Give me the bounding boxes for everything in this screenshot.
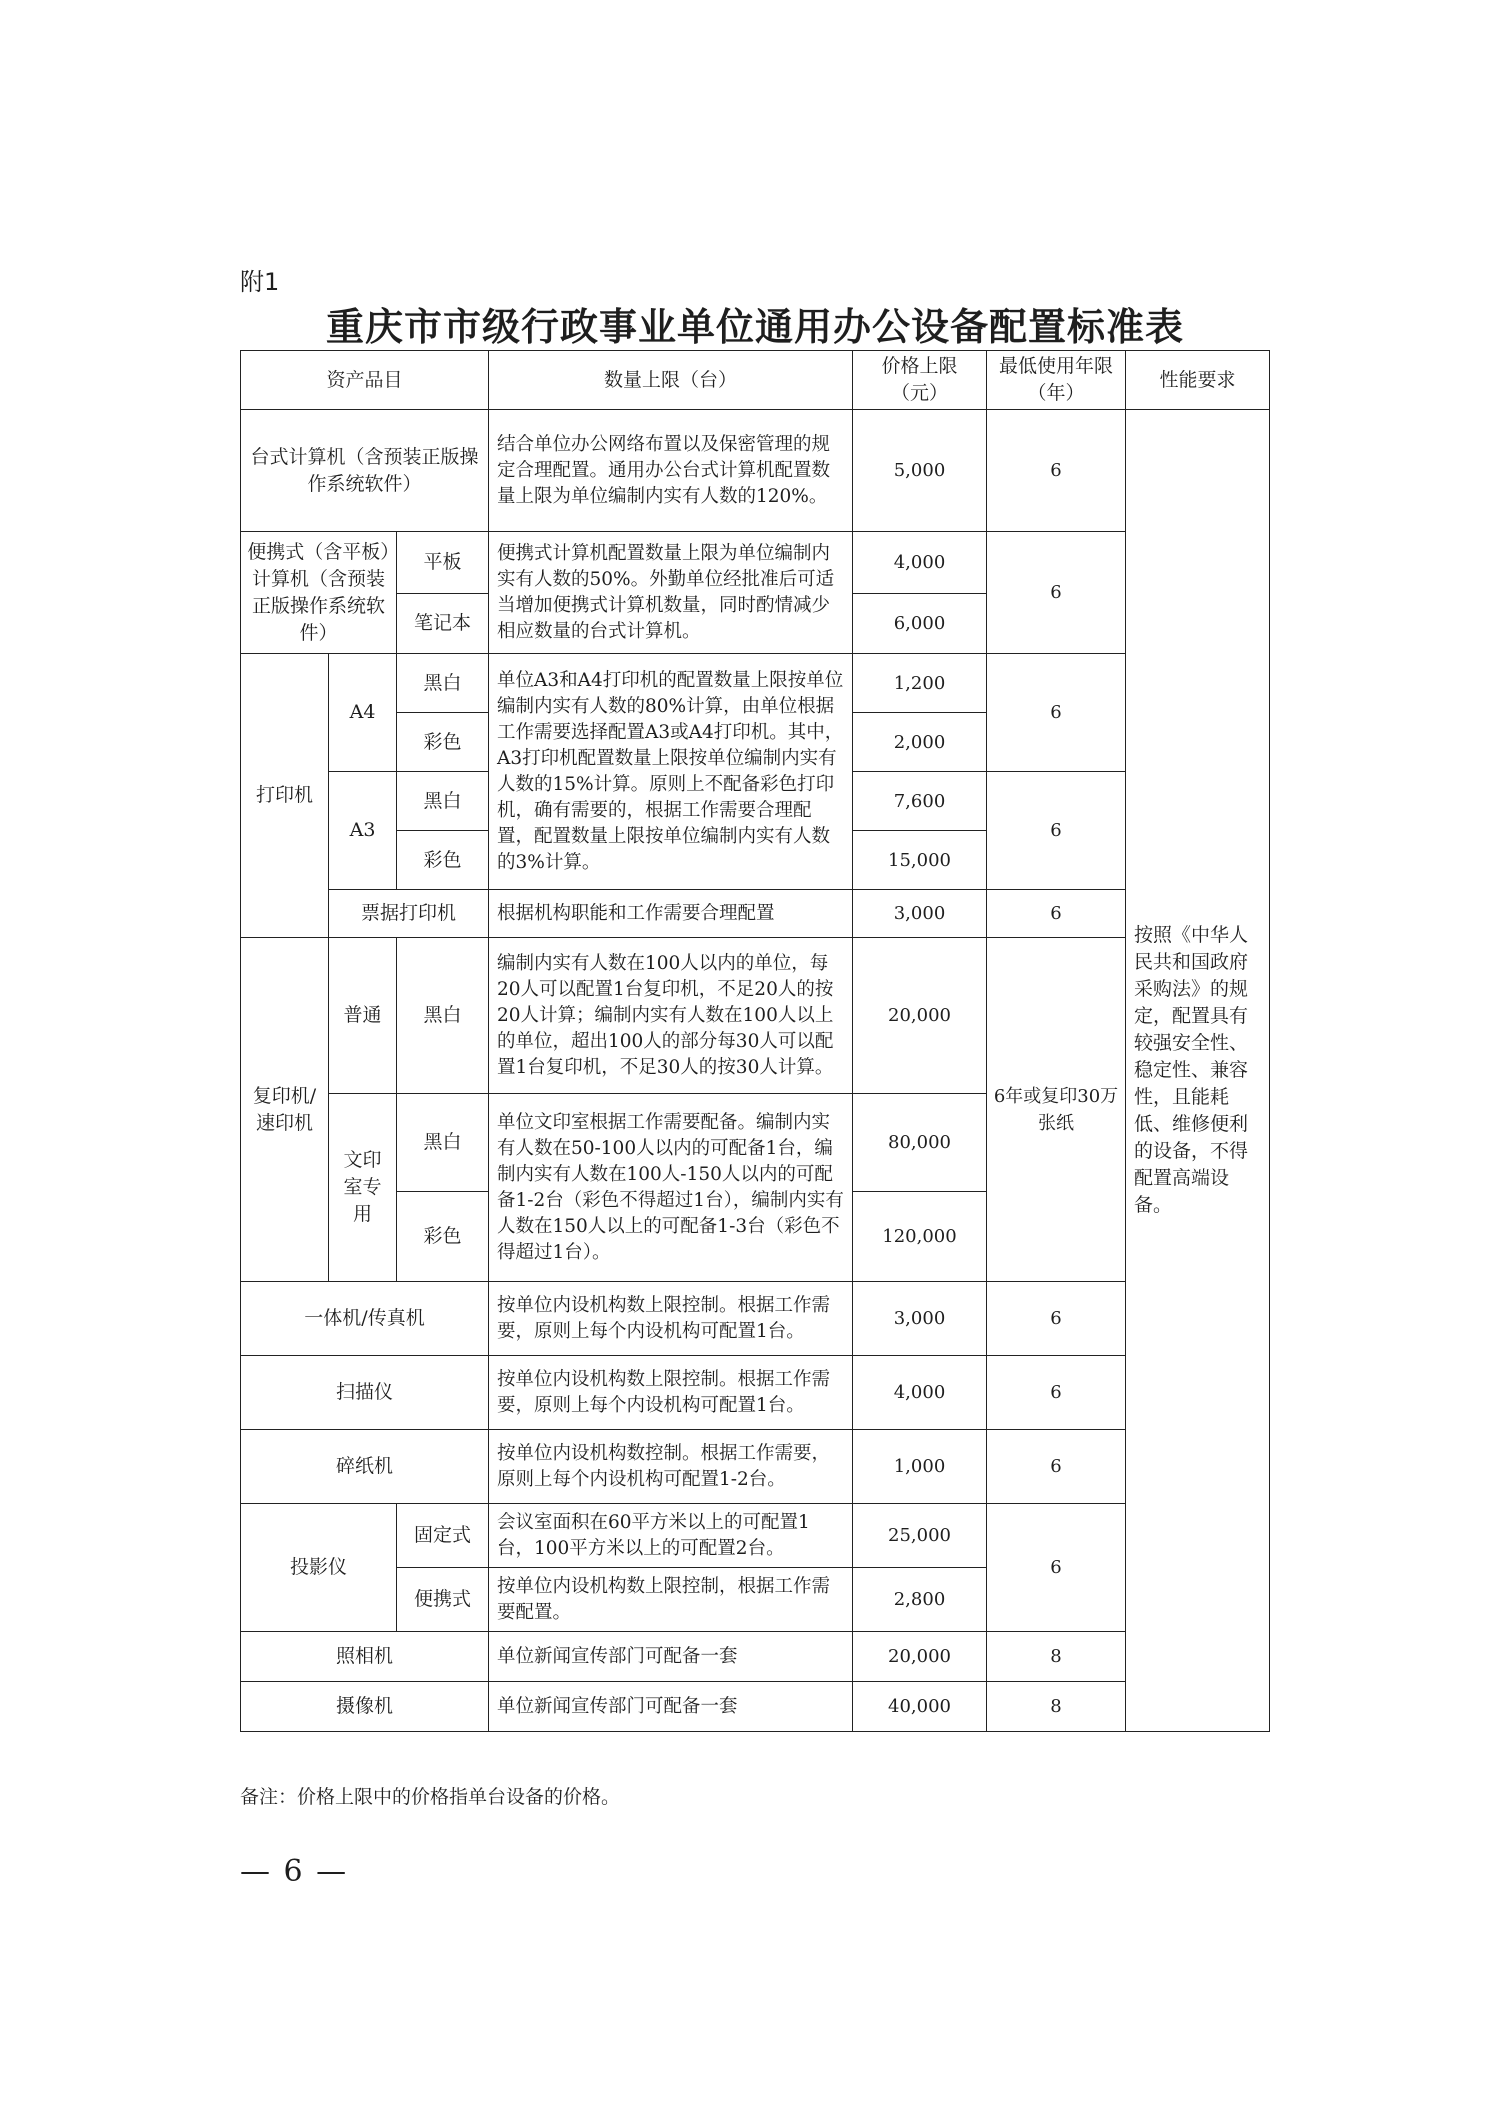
page-number: — 6 — [240,1854,349,1889]
item-scanner: 扫描仪 [241,1356,489,1430]
sub-copier-office: 文印室专用 [329,1094,397,1282]
price-tablet: 4,000 [853,532,987,594]
item-shredder: 碎纸机 [241,1430,489,1504]
item-camera: 照相机 [241,1632,489,1682]
price-shredder: 1,000 [853,1430,987,1504]
desc-desktop: 结合单位办公网络布置以及保密管理的规定合理配置。通用办公台式计算机配置数量上限为单位编制内实有人数的120%。 [489,410,853,532]
years-copier: 6年或复印30万张纸 [987,938,1126,1282]
sub-laptop: 笔记本 [397,594,489,654]
price-camera: 20,000 [853,1632,987,1682]
price-copier-normal: 20,000 [853,938,987,1094]
table-row [241,938,1270,1094]
sub-projector-fixed: 固定式 [397,1504,489,1568]
years-receipt-printer: 6 [987,890,1126,938]
years-portable: 6 [987,532,1126,654]
header-price: 价格上限 （元） [853,351,987,410]
table-row [241,654,1270,713]
table-row [241,532,1270,594]
table-row [241,1504,1270,1568]
item-projector: 投影仪 [241,1504,397,1632]
years-a3: 6 [987,772,1126,890]
equipment-standard-table [240,350,1270,1732]
sub-a3: A3 [329,772,397,890]
desc-scanner: 按单位内设机构数上限控制。根据工作需要，原则上每个内设机构可配置1台。 [489,1356,853,1430]
price-a4-bw: 1,200 [853,654,987,713]
sub-a4-color: 彩色 [397,713,489,772]
price-copier-office-bw: 80,000 [853,1094,987,1192]
sub-copier-office-color: 彩色 [397,1192,489,1282]
price-projector-fixed: 25,000 [853,1504,987,1568]
sub-a4-bw: 黑白 [397,654,489,713]
price-a3-bw: 7,600 [853,772,987,831]
price-projector-portable: 2,800 [853,1568,987,1632]
header-years: 最低使用年限 （年） [987,351,1126,410]
table-row [241,1632,1270,1682]
desc-copier-office: 单位文印室根据工作需要配备。编制内实有人数在50-100人以内的可配备1台，编制内实有人数在100人-150人以内的可配备1-2台（彩色不得超过1台），编制内实有人数在150人以上的可配备1-3台（彩色不得超过1台）。 [489,1094,853,1282]
table-row [241,1282,1270,1356]
price-video-camera: 40,000 [853,1682,987,1732]
desc-projector-portable: 按单位内设机构数上限控制，根据工作需要配置。 [489,1568,853,1632]
sub-tablet: 平板 [397,532,489,594]
years-video-camera: 8 [987,1682,1126,1732]
performance-requirement: 按照《中华人民共和国政府采购法》的规定，配置具有较强安全性、稳定性、兼容性，且能耗低、维修便利的设备，不得配置高端设备。 [1126,410,1270,1732]
item-video-camera: 摄像机 [241,1682,489,1732]
price-fax: 3,000 [853,1282,987,1356]
price-copier-office-color: 120,000 [853,1192,987,1282]
years-fax: 6 [987,1282,1126,1356]
sub-a4: A4 [329,654,397,772]
table-row [241,890,1270,938]
price-a3-color: 15,000 [853,831,987,890]
desc-copier-normal: 编制内实有人数在100人以内的单位，每20人可以配置1台复印机，不足20人的按20人计算；编制内实有人数在100人以上的单位，超出100人的部分每30人可以配置1台复印机，不足30人的按30人计算。 [489,938,853,1094]
desc-printer: 单位A3和A4打印机的配置数量上限按单位编制内实有人数的80%计算，由单位根据工作需要选择配置A3或A4打印机。其中，A3打印机配置数量上限按单位编制内实有人数的15%计算。原则上不配备彩色打印机，确有需要的，根据工作需要合理配置，配置数量上限按单位编制内实有人数的3%计算。 [489,654,853,890]
price-receipt-printer: 3,000 [853,890,987,938]
years-scanner: 6 [987,1356,1126,1430]
item-portable: 便携式（含平板）计算机（含预装正版操作系统软件） [241,532,397,654]
header-performance: 性能要求 [1126,351,1270,410]
sub-projector-portable: 便携式 [397,1568,489,1632]
sub-a3-color: 彩色 [397,831,489,890]
table-header-row [241,351,1270,410]
desc-video-camera: 单位新闻宣传部门可配备一套 [489,1682,853,1732]
desc-camera: 单位新闻宣传部门可配备一套 [489,1632,853,1682]
years-projector: 6 [987,1504,1126,1632]
years-shredder: 6 [987,1430,1126,1504]
page-title: 重庆市市级行政事业单位通用办公设备配置标准表 [325,304,1184,349]
years-desktop: 6 [987,410,1126,532]
attachment-label: 附1 [240,268,280,296]
sub-copier-normal: 普通 [329,938,397,1094]
desc-portable: 便携式计算机配置数量上限为单位编制内实有人数的50%。外勤单位经批准后可适当增加便携式计算机数量，同时酌情减少相应数量的台式计算机。 [489,532,853,654]
item-printer: 打印机 [241,654,329,938]
item-receipt-printer: 票据打印机 [329,890,489,938]
sub-copier-office-bw: 黑白 [397,1094,489,1192]
table-row [241,410,1270,532]
table-row [241,1682,1270,1732]
item-desktop: 台式计算机（含预装正版操作系统软件） [241,410,489,532]
table-row [241,1356,1270,1430]
price-scanner: 4,000 [853,1356,987,1430]
desc-projector-fixed: 会议室面积在60平方米以上的可配置1台，100平方米以上的可配置2台。 [489,1504,853,1568]
header-quantity: 数量上限（台） [489,351,853,410]
sub-copier-normal-bw: 黑白 [397,938,489,1094]
desc-fax: 按单位内设机构数上限控制。根据工作需要，原则上每个内设机构可配置1台。 [489,1282,853,1356]
price-laptop: 6,000 [853,594,987,654]
table-row [241,1430,1270,1504]
item-fax: 一体机/传真机 [241,1282,489,1356]
price-desktop: 5,000 [853,410,987,532]
years-camera: 8 [987,1632,1126,1682]
years-a4: 6 [987,654,1126,772]
header-item: 资产品目 [241,351,489,410]
price-a4-color: 2,000 [853,713,987,772]
desc-receipt-printer: 根据机构职能和工作需要合理配置 [489,890,853,938]
sub-a3-bw: 黑白 [397,772,489,831]
table-note: 备注：价格上限中的价格指单台设备的价格。 [240,1786,621,1808]
desc-shredder: 按单位内设机构数控制。根据工作需要，原则上每个内设机构可配置1-2台。 [489,1430,853,1504]
item-copier: 复印机/速印机 [241,938,329,1282]
